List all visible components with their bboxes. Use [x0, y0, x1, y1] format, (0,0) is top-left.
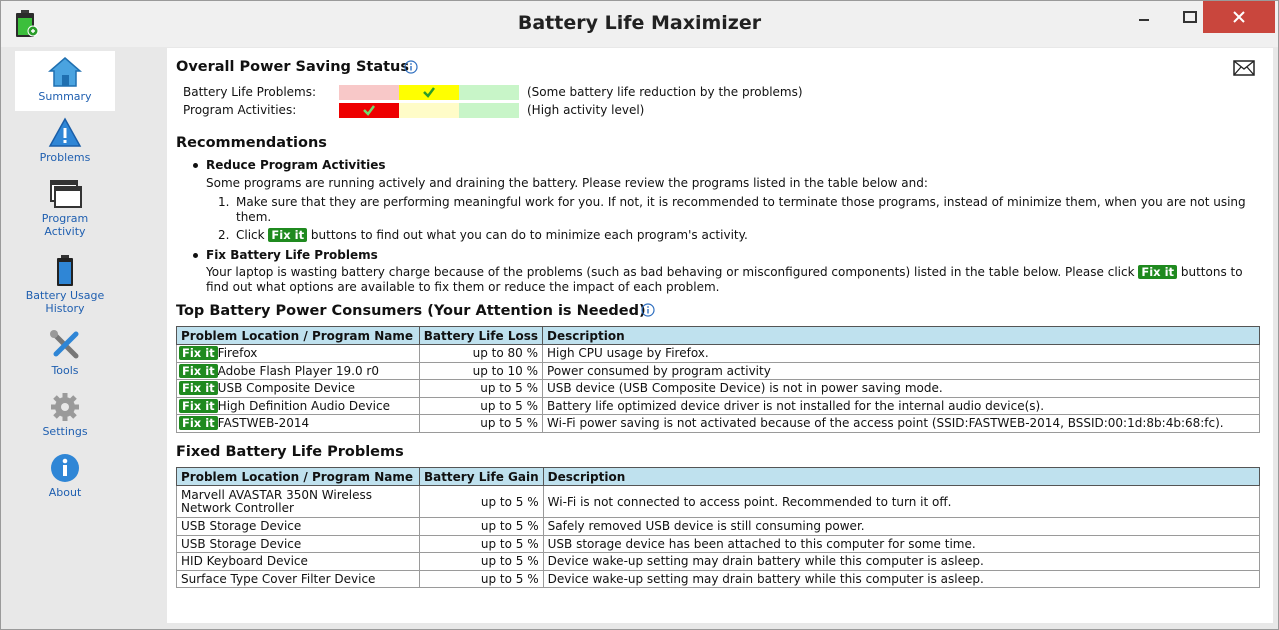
fix-problems-title: Fix Battery Life Problems — [206, 248, 378, 262]
description: Wi-Fi is not connected to access point. Recommended to turn it off. — [543, 486, 1259, 518]
meter-segment-high — [339, 103, 399, 118]
battery-life-gain: up to 5 % — [419, 486, 543, 518]
sidebar-item-label: About — [48, 486, 82, 499]
problem-location: Surface Type Cover Filter Device — [177, 570, 420, 588]
battery-life-gain: up to 5 % — [419, 570, 543, 588]
description: High CPU usage by Firefox. — [543, 345, 1260, 363]
description: Safely removed USB device is still consuming power. — [543, 518, 1259, 536]
maximize-icon — [1183, 11, 1197, 23]
meter-segment-low — [459, 85, 519, 100]
title-bar — [1, 1, 1278, 47]
battery-life-gain: up to 5 % — [419, 535, 543, 553]
problem-location — [177, 362, 420, 380]
warning-icon — [48, 117, 82, 149]
close-icon — [1233, 11, 1245, 23]
bullet — [193, 163, 198, 168]
table-row — [177, 570, 1260, 588]
battery-problems-note: (Some battery life reduction by the problems) — [527, 85, 803, 99]
battery-life-gain: up to 5 % — [419, 553, 543, 571]
fix-it-button[interactable]: Fix it — [179, 346, 218, 360]
consumers-table — [176, 326, 1260, 433]
program-activities-label: Program Activities: — [183, 103, 297, 117]
battery-life-loss: up to 10 % — [419, 362, 542, 380]
table-header-row — [177, 327, 1260, 345]
battery-life-gain: up to 5 % — [419, 518, 543, 536]
program-name: Adobe Flash Player 19.0 r0 — [217, 363, 379, 378]
table-row — [177, 362, 1260, 380]
fix-it-button[interactable]: Fix it — [179, 364, 218, 378]
fix-it-button[interactable]: Fix it — [268, 228, 307, 242]
info-icon — [48, 452, 82, 484]
meter-segment-medium — [399, 103, 459, 118]
problem-location: Marvell AVASTAR 350N Wireless Network Controller — [177, 486, 420, 518]
fix-problems-text-cont: find out what options are available to fix them or reduce the impact of each problem. — [206, 280, 720, 294]
table-row — [177, 553, 1260, 571]
check-icon — [362, 104, 376, 116]
battery-icon — [48, 255, 82, 287]
sidebar-item-problems[interactable] — [15, 112, 115, 172]
step1-text: Make sure that they are performing meaningful work for you. If not, it is recommended to terminate those programs, instead of minimize them, when you are not using — [236, 195, 1246, 209]
column-header: Problem Location / Program Name — [177, 327, 420, 345]
reduce-activities-text: Some programs are running actively and draining the battery. Please review the programs listed in the table below and: — [206, 176, 928, 190]
table-row — [177, 518, 1260, 536]
sidebar-item-summary[interactable] — [15, 51, 115, 111]
sidebar-item-settings[interactable] — [15, 386, 115, 446]
step2-pre: Click — [236, 228, 265, 242]
mail-icon[interactable] — [1233, 60, 1255, 76]
column-header: Battery Life Gain — [419, 468, 543, 486]
fix-it-button[interactable]: Fix it — [179, 416, 218, 430]
sidebar-item-about[interactable] — [15, 447, 115, 507]
battery-life-loss: up to 5 % — [419, 397, 542, 415]
check-icon — [422, 86, 436, 98]
table-row — [177, 415, 1260, 433]
sidebar-item-label: Tools — [51, 364, 79, 377]
sidebar-item-tools[interactable] — [15, 325, 115, 385]
fix-it-button[interactable]: Fix it — [179, 381, 218, 395]
table-row — [177, 397, 1260, 415]
sidebar-item-program-activity[interactable] — [15, 173, 115, 238]
info-icon[interactable] — [404, 60, 418, 74]
description: Device wake-up setting may drain battery while this computer is asleep. — [543, 570, 1259, 588]
bullet — [193, 253, 198, 258]
home-icon — [48, 56, 82, 88]
step2-post: buttons to find out what you can do to minimize each program's activity. — [310, 228, 748, 242]
minimize-icon — [1138, 11, 1150, 23]
step-number: 2. — [218, 228, 230, 242]
program-name: High Definition Audio Device — [217, 398, 390, 413]
battery-life-loss: up to 80 % — [419, 345, 542, 363]
program-name: USB Composite Device — [217, 381, 356, 396]
minimize-button[interactable] — [1121, 1, 1167, 33]
table-header-row — [177, 468, 1260, 486]
fixed-table — [176, 467, 1260, 588]
description: Battery life optimized device driver is not installed for the internal audio device(s). — [543, 397, 1260, 415]
close-button[interactable] — [1203, 1, 1275, 33]
program-activities-note: (High activity level) — [527, 103, 645, 117]
reduce-activities-title: Reduce Program Activities — [206, 158, 386, 172]
fixed-heading: Fixed Battery Life Problems — [176, 444, 404, 460]
window-title: Battery Life Maximizer — [517, 12, 762, 34]
battery-life-loss: up to 5 % — [419, 380, 542, 398]
fix-text-pre: Your laptop is wasting battery charge because of the problems (such as bad behaving or misconfigured components) listed in the table below. Please click — [206, 265, 1135, 279]
program-activities-meter — [339, 103, 520, 118]
consumers-heading: Top Battery Power Consumers (Your Attention is Needed) — [176, 303, 646, 319]
problem-location — [177, 397, 420, 415]
table-row — [177, 535, 1260, 553]
column-header: Description — [543, 468, 1259, 486]
summary-panel — [167, 48, 1273, 623]
problem-location — [177, 345, 420, 363]
meter-segment-high — [339, 85, 399, 100]
column-header: Problem Location / Program Name — [177, 468, 420, 486]
fix-problems-text — [206, 265, 1243, 280]
column-header: Description — [543, 327, 1260, 345]
problem-location — [177, 415, 420, 433]
sidebar-item-label: Battery Usage History — [25, 289, 105, 315]
program-name: Firefox — [217, 346, 258, 361]
fix-text-post: buttons to — [1180, 265, 1243, 279]
table-row — [177, 486, 1260, 518]
battery-problems-label: Battery Life Problems: — [183, 85, 317, 99]
sidebar-item-label: Settings — [42, 425, 88, 438]
sidebar-item-label: Summary — [38, 90, 92, 103]
status-heading: Overall Power Saving Status — [176, 59, 409, 75]
step-number: 1. — [218, 195, 230, 209]
column-header: Battery Life Loss — [419, 327, 542, 345]
description: USB storage device has been attached to this computer for some time. — [543, 535, 1259, 553]
description: Wi-Fi power saving is not activated because of the access point (SSID:FASTWEB-2014, BSSID:00:1d:8b:4b:68:fc). — [543, 415, 1260, 433]
description: USB device (USB Composite Device) is not in power saving mode. — [543, 380, 1260, 398]
gear-icon — [48, 391, 82, 423]
meter-segment-medium — [399, 85, 459, 100]
sidebar-item-label: Problems — [39, 151, 91, 164]
tools-icon — [48, 330, 82, 362]
sidebar — [9, 48, 167, 623]
recommendations-heading: Recommendations — [176, 135, 327, 151]
table-row — [177, 380, 1260, 398]
description: Power consumed by program activity — [543, 362, 1260, 380]
sidebar-item-battery-usage-history[interactable] — [15, 250, 115, 315]
program-name: FASTWEB-2014 — [217, 416, 310, 431]
description: Device wake-up setting may drain battery while this computer is asleep. — [543, 553, 1259, 571]
info-icon[interactable] — [641, 303, 655, 317]
problem-location: HID Keyboard Device — [177, 553, 420, 571]
meter-segment-low — [459, 103, 519, 118]
fix-it-button[interactable]: Fix it — [179, 399, 218, 413]
problem-location — [177, 380, 420, 398]
table-row — [177, 345, 1260, 363]
windows-icon — [48, 178, 82, 210]
problem-location: USB Storage Device — [177, 535, 420, 553]
battery-life-loss: up to 5 % — [419, 415, 542, 433]
step2-text — [236, 228, 748, 243]
sidebar-item-label: Program Activity — [41, 212, 89, 238]
fix-it-button[interactable]: Fix it — [1138, 265, 1177, 279]
battery-problems-meter — [339, 85, 520, 100]
step1-text-cont: them. — [236, 210, 272, 224]
problem-location: USB Storage Device — [177, 518, 420, 536]
